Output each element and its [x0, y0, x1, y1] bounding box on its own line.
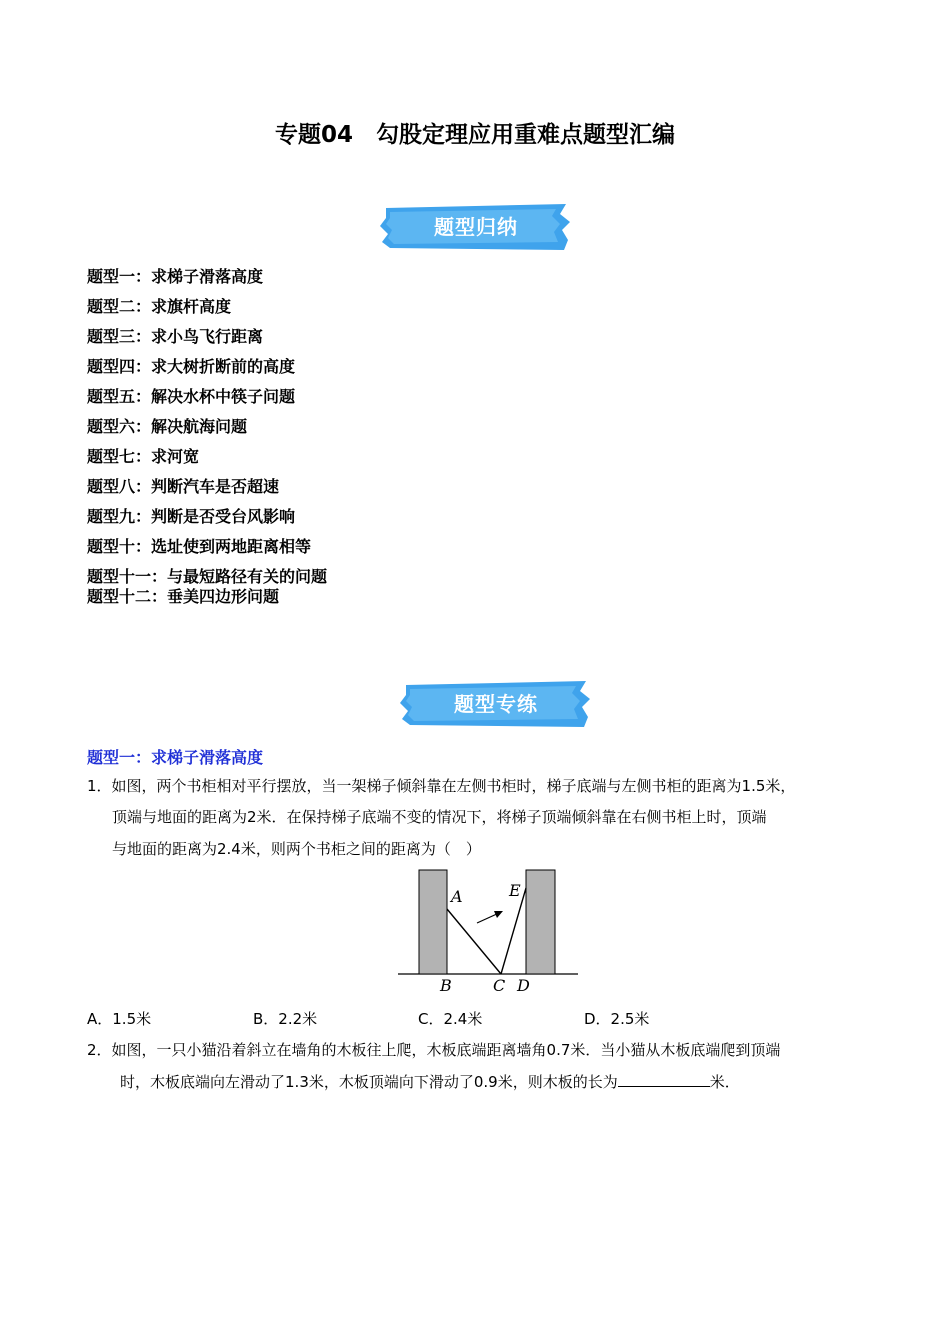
page-title: 专题04 勾股定理应用重难点题型汇编	[274, 122, 675, 148]
question-text: 如图，一只小猫沿着斜立在墙角的木板往上爬，木板底端距离墙角0.7米．当小猫从木板底端爬到顶端	[111, 1041, 781, 1059]
practice-banner	[400, 679, 592, 729]
label-d: D	[517, 976, 530, 995]
practice-banner-label: 题型专练	[454, 692, 538, 716]
question-number: 2．	[87, 1041, 112, 1059]
answer-blank	[618, 1070, 710, 1087]
choice-a: A．1.5米	[87, 1010, 152, 1028]
summary-banner-label: 题型归纳	[434, 215, 518, 239]
question-1-line-1	[87, 775, 795, 797]
label-c: C	[493, 976, 506, 995]
ladder-figure	[395, 866, 585, 1000]
topic-item: 题型四：求大树折断前的高度	[87, 357, 296, 376]
question-1-line-3: 与地面的距离为2.4米，则两个书柜之间的距离为（ ）	[112, 840, 481, 858]
topic-item: 题型十：选址使到两地距离相等	[87, 537, 312, 556]
choice-d: D．2.5米	[584, 1010, 650, 1028]
topic-item: 题型二：求旗杆高度	[87, 297, 232, 316]
question-2-line-2	[120, 1070, 740, 1093]
topic-item: 题型六：解决航海问题	[87, 417, 248, 436]
question-2-line-1	[87, 1039, 780, 1061]
topic-item: 题型八：判断汽车是否超速	[87, 477, 280, 496]
topic-item: 题型十二：垂美四边形问题	[87, 587, 280, 606]
question-text: 时，木板底端向左滑动了1.3米，木板顶端向下滑动了0.9米，则木板的长为	[120, 1073, 618, 1091]
topic-list	[87, 266, 327, 616]
choice-b: B．2.2米	[253, 1010, 318, 1028]
topic-item: 题型九：判断是否受台风影响	[87, 507, 296, 526]
question-1-line-2: 顶端与地面的距离为2米．在保持梯子底端不变的情况下，将梯子顶端倾斜靠在右侧书柜上时，顶端	[112, 808, 767, 826]
summary-banner	[380, 202, 572, 252]
question-number: 1．	[87, 777, 112, 795]
topic-item: 题型五：解决水杯中筷子问题	[87, 387, 296, 406]
label-b: B	[440, 976, 452, 995]
topic-item: 题型三：求小鸟飞行距离	[87, 327, 264, 346]
choice-c: C．2.4米	[418, 1010, 483, 1028]
topic-item: 题型七：求河宽	[87, 447, 200, 466]
label-a: A	[451, 887, 463, 906]
question-text: 如图，两个书柜相对平行摆放，当一架梯子倾斜靠在左侧书柜时，梯子底端与左侧书柜的距离为1.5米，	[111, 777, 796, 795]
question-text-end: 米．	[709, 1073, 740, 1091]
topic-item: 题型一：求梯子滑落高度	[87, 267, 264, 286]
label-e: E	[509, 881, 521, 900]
topic-item: 题型十一：与最短路径有关的问题	[87, 567, 328, 586]
section-heading: 题型一：求梯子滑落高度	[87, 748, 264, 767]
